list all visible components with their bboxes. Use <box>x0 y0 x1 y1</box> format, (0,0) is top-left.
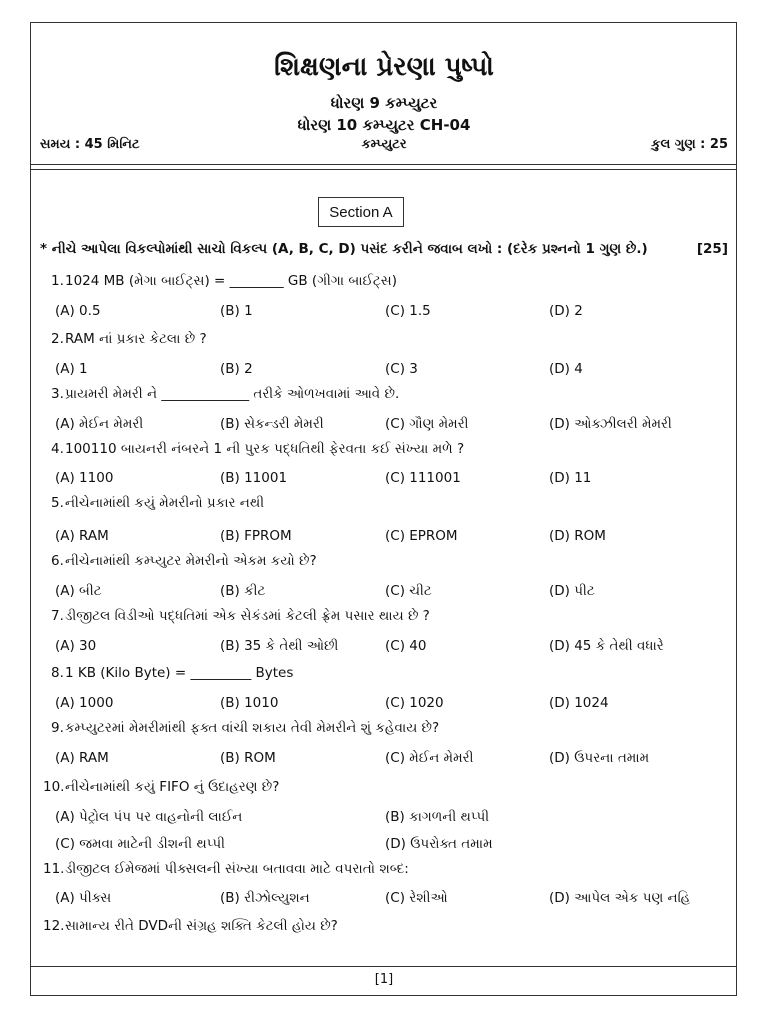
answer-option: (C) 111001 <box>385 470 461 486</box>
question-text: પ્રાયમરી મેમરી ને _____________ તરીકે ઓળખવામાં આવે છે. <box>65 386 400 402</box>
answer-option: (B) 35 કે તેથી ઓછી <box>220 638 339 654</box>
answer-option: (D) 1024 <box>549 695 609 711</box>
answer-option: (C) 1.5 <box>385 303 431 319</box>
answer-option: (D) 2 <box>549 303 583 319</box>
answer-option: (A) 0.5 <box>55 303 101 319</box>
question-number: 1. <box>51 273 64 289</box>
answer-option: (B) કીટ <box>220 583 266 599</box>
answer-option: (A) પીક્સ <box>55 890 112 906</box>
question-text: કમ્પ્યુટરમાં મેમરીમાંથી ફક્ત વાંચી શકાય તેવી મેમરીને શું કહેવાય છે? <box>65 720 440 736</box>
question-number: 3. <box>51 386 64 402</box>
answer-option: (D) ROM <box>549 528 606 544</box>
answer-option: (A) 1000 <box>55 695 114 711</box>
answer-option: (B) રીઝોલ્યુશન <box>220 890 310 906</box>
footer-divider <box>30 966 737 967</box>
answer-option: (D) ઉપરના તમામ <box>549 750 650 766</box>
question-text: ડીજીટલ વિડીઓ પદ્ધતિમાં એક સેકંડમાં કેટલી ફ્રેમ પસાર થાય છે ? <box>65 608 430 624</box>
answer-option: (D) 11 <box>549 470 592 486</box>
page-title: શિક્ષણના પ્રેરણા પુષ્પો <box>274 52 494 82</box>
answer-option: (C) જમવા માટેની ડીશની થપ્પી <box>55 836 225 852</box>
answer-option: (D) આપેલ એક પણ નહિ <box>549 890 691 906</box>
question-text: સામાન્ય રીતે DVDની સંગ્રહ શક્તિ કેટલી હોય છે? <box>65 918 338 934</box>
answer-option: (A) 1 <box>55 361 88 377</box>
answer-option: (B) ROM <box>220 750 276 766</box>
answer-option: (C) રેશીઓ <box>385 890 448 906</box>
question-text: 1024 MB (મેગા બાઈટ્સ) = ________ GB (ગીગા બાઈટ્સ) <box>65 273 397 289</box>
answer-option: (D) પીટ <box>549 583 595 599</box>
answer-option: (C) મેઈન મેમરી <box>385 750 474 766</box>
answer-option: (C) EPROM <box>385 528 458 544</box>
page-number: [1] <box>374 972 394 987</box>
question-number: 2. <box>51 331 64 347</box>
answer-option: (C) ગૌણ મેમરી <box>385 416 469 432</box>
header-divider-top <box>30 164 737 165</box>
header-divider-bottom <box>30 169 737 170</box>
answer-option: (A) પેટ્રોલ પંપ પર વાહનોની લાઈન <box>55 809 243 825</box>
answer-option: (A) RAM <box>55 750 109 766</box>
question-text: ડીજીટલ ઈમેજમાં પીક્સલની સંખ્યા બતાવવા માટે વપરાતો શબ્દ: <box>65 861 409 877</box>
question-number: 8. <box>51 665 64 681</box>
answer-option: (B) 2 <box>220 361 253 377</box>
question-number: 5. <box>51 495 64 511</box>
answer-option: (A) મેઈન મેમરી <box>55 416 144 432</box>
answer-option: (D) ઉપરોક્ત તમામ <box>385 836 493 852</box>
question-text: નીચેનામાંથી કયું FIFO નું ઉદાહરણ છે? <box>65 779 280 795</box>
answer-option: (C) ચીટ <box>385 583 432 599</box>
answer-option: (A) RAM <box>55 528 109 544</box>
answer-option: (B) કાગળની થપ્પી <box>385 809 490 825</box>
question-text: 100110 બાયનરી નંબરને 1 ની પુરક પદ્ધતિથી ફેરવતા કઈ સંખ્યા મળે ? <box>65 441 465 457</box>
answer-option: (D) 45 કે તેથી વધારે <box>549 638 664 654</box>
question-number: 10. <box>43 779 65 795</box>
total-marks: કુલ ગુણ : 25 <box>651 137 728 152</box>
answer-option: (A) બીટ <box>55 583 102 599</box>
question-number: 7. <box>51 608 64 624</box>
answer-option: (D) ઓક્ઝીલરી મેમરી <box>549 416 672 432</box>
answer-option: (B) 1010 <box>220 695 279 711</box>
answer-option: (C) 40 <box>385 638 427 654</box>
answer-option: (B) સેકન્ડરી મેમરી <box>220 416 324 432</box>
exam-subject: કમ્પ્યુટર <box>361 137 407 152</box>
answer-option: (A) 30 <box>55 638 97 654</box>
subtitle-std9: ધોરણ 9 કમ્પ્યુટર <box>330 94 438 112</box>
exam-time: સમય : 45 મિનિટ <box>40 137 140 152</box>
section-instruction: * નીચે આપેલા વિકલ્પોમાંથી સાચો વિકલ્પ (A, B, C, D) પસંદ કરીને જવાબ લખો : (દરેક પ્રશ્નનો 1 ગુણ છે.) <box>40 241 648 257</box>
section-label: Section A <box>318 197 404 227</box>
question-number: 11. <box>43 861 65 877</box>
answer-option: (C) 1020 <box>385 695 444 711</box>
question-text: 1 KB (Kilo Byte) = _________ Bytes <box>65 665 294 681</box>
answer-option: (B) 11001 <box>220 470 288 486</box>
question-number: 9. <box>51 720 64 736</box>
question-number: 12. <box>43 918 65 934</box>
answer-option: (D) 4 <box>549 361 583 377</box>
subtitle-std10: ધોરણ 10 કમ્પ્યુટર CH-04 <box>297 116 471 134</box>
question-number: 4. <box>51 441 64 457</box>
question-number: 6. <box>51 553 64 569</box>
section-marks: [25] <box>696 241 728 257</box>
question-text: નીચેનામાંથી કયું મેમરીનો પ્રકાર નથી <box>65 495 265 511</box>
question-text: RAM નાં પ્રકાર કેટલા છે ? <box>65 331 207 347</box>
answer-option: (B) FPROM <box>220 528 292 544</box>
answer-option: (A) 1100 <box>55 470 114 486</box>
question-text: નીચેનામાંથી કમ્પ્યુટર મેમરીનો એકમ કયો છે? <box>65 553 317 569</box>
answer-option: (B) 1 <box>220 303 253 319</box>
answer-option: (C) 3 <box>385 361 418 377</box>
